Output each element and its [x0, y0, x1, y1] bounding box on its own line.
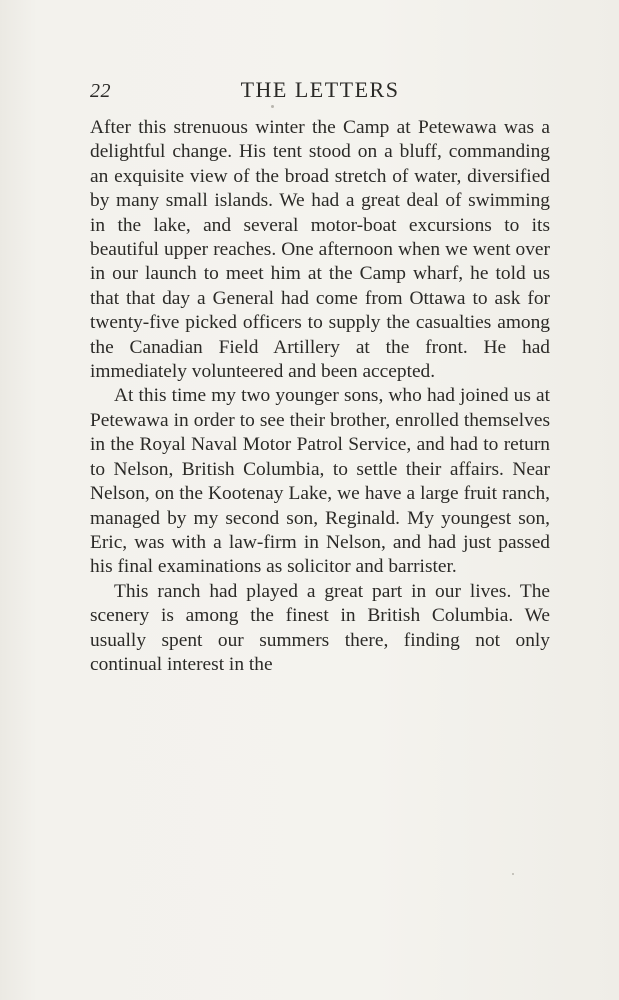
paragraph-1: After this strenuous winter the Camp at Petewawa was a delightful change. His tent stood on a bluff, commanding an exquisite view of the broad stretch of water, diversified by many small islands. We had a great deal of swimming in the lake, and several motor-boat excursions to its beautiful upper reaches. One afternoon when we went over in our launch to meet him at the Camp wharf, he told us that that day a General had come from Ottawa to ask for twenty-five picked officers to supply the casualties among the Canadian Field Artillery at the front. He had immediately volunteered and been accepted. — [90, 117, 550, 383]
paragraph-2: At this time my two younger sons, who had joined us at Petewawa in order to see their brother, enrolled themselves in the Royal Naval Motor Patrol Service, and had to return to Nelson, British Columbia, to settle their affairs. Near Nelson, on the Kootenay Lake, we have a large fruit ranch, managed by my second son, Reginald. My youngest son, Eric, was with a law-firm in Nelson, and had just passed his final examinations as solicitor and barrister. — [90, 385, 550, 578]
page-number: 22 — [90, 80, 111, 102]
running-title: THE LETTERS — [240, 77, 400, 102]
body-text — [90, 116, 550, 677]
paper-speck — [271, 105, 274, 108]
paragraph-3: This ranch had played a great part in our lives. The scenery is among the finest in British Columbia. We usually spent our summers there, finding not only continual interest in the — [90, 580, 550, 675]
paper-speck — [512, 873, 514, 875]
page-header — [90, 77, 550, 103]
